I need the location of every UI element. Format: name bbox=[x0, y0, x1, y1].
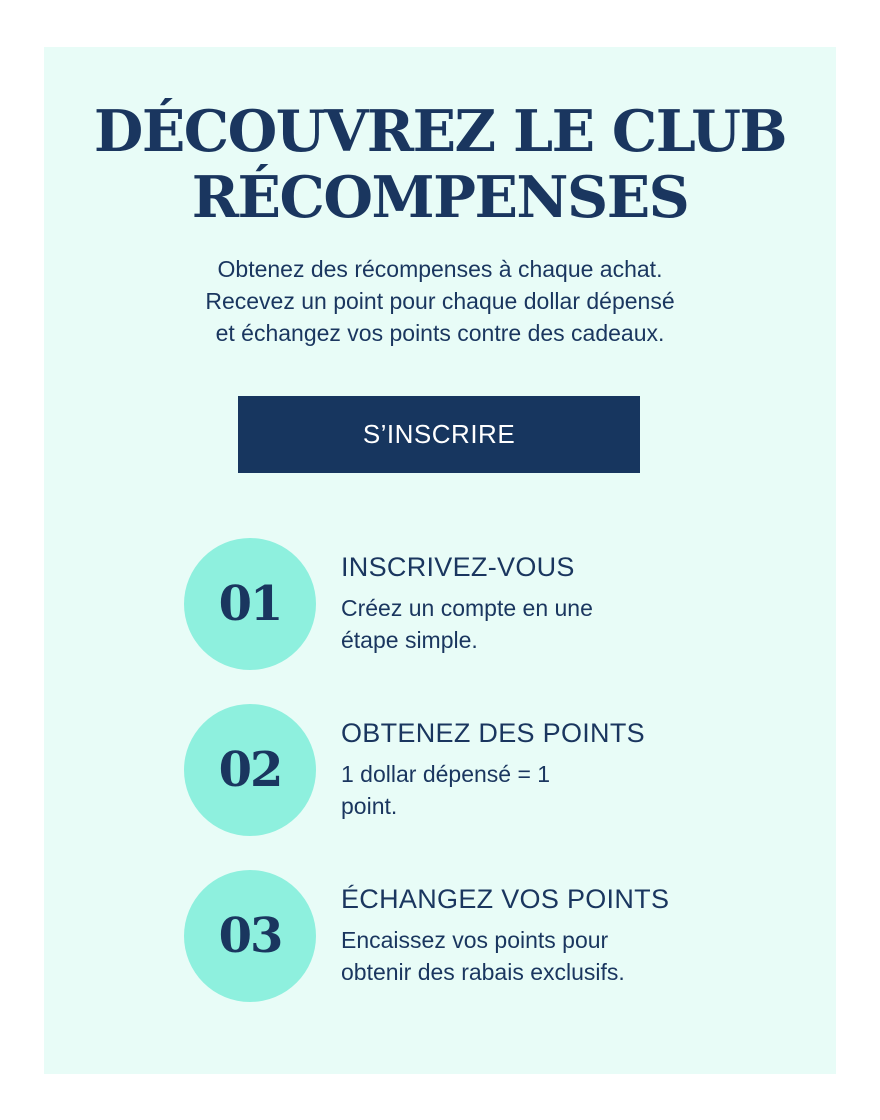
step-redeem-points bbox=[184, 870, 744, 1002]
step-title: INSCRIVEZ-VOUS bbox=[341, 552, 575, 582]
page-title bbox=[44, 99, 836, 231]
step-earn-points bbox=[184, 704, 744, 836]
intro-line-1: Obtenez des récompenses à chaque achat. bbox=[217, 256, 663, 282]
step-number-badge: 03 bbox=[184, 870, 316, 1002]
step-description bbox=[341, 592, 593, 656]
step-description-line-2: étape simple. bbox=[341, 627, 478, 653]
step-title: OBTENEZ DES POINTS bbox=[341, 718, 645, 748]
title-line-1: DÉCOUVREZ LE CLUB bbox=[93, 98, 787, 165]
step-description-line-1: 1 dollar dépensé = 1 bbox=[341, 761, 551, 787]
step-number-badge: 01 bbox=[184, 538, 316, 670]
step-description-line-2: obtenir des rabais exclusifs. bbox=[341, 959, 625, 985]
rewards-club-panel bbox=[44, 47, 836, 1074]
step-description-line-1: Créez un compte en une bbox=[341, 595, 593, 621]
step-description-line-1: Encaissez vos points pour bbox=[341, 927, 609, 953]
step-number-badge: 02 bbox=[184, 704, 316, 836]
step-description bbox=[341, 758, 550, 822]
intro-line-2: Recevez un point pour chaque dollar dépensé bbox=[205, 288, 675, 314]
step-description-line-2: point. bbox=[341, 793, 398, 819]
intro-line-3: et échangez vos points contre des cadeaux. bbox=[215, 320, 665, 346]
step-signup bbox=[184, 538, 744, 670]
intro-text bbox=[44, 253, 836, 349]
step-description bbox=[341, 924, 625, 988]
title-line-2: RÉCOMPENSES bbox=[191, 164, 689, 231]
signup-button[interactable]: S’INSCRIRE bbox=[238, 396, 640, 473]
step-title: ÉCHANGEZ VOS POINTS bbox=[341, 884, 670, 914]
